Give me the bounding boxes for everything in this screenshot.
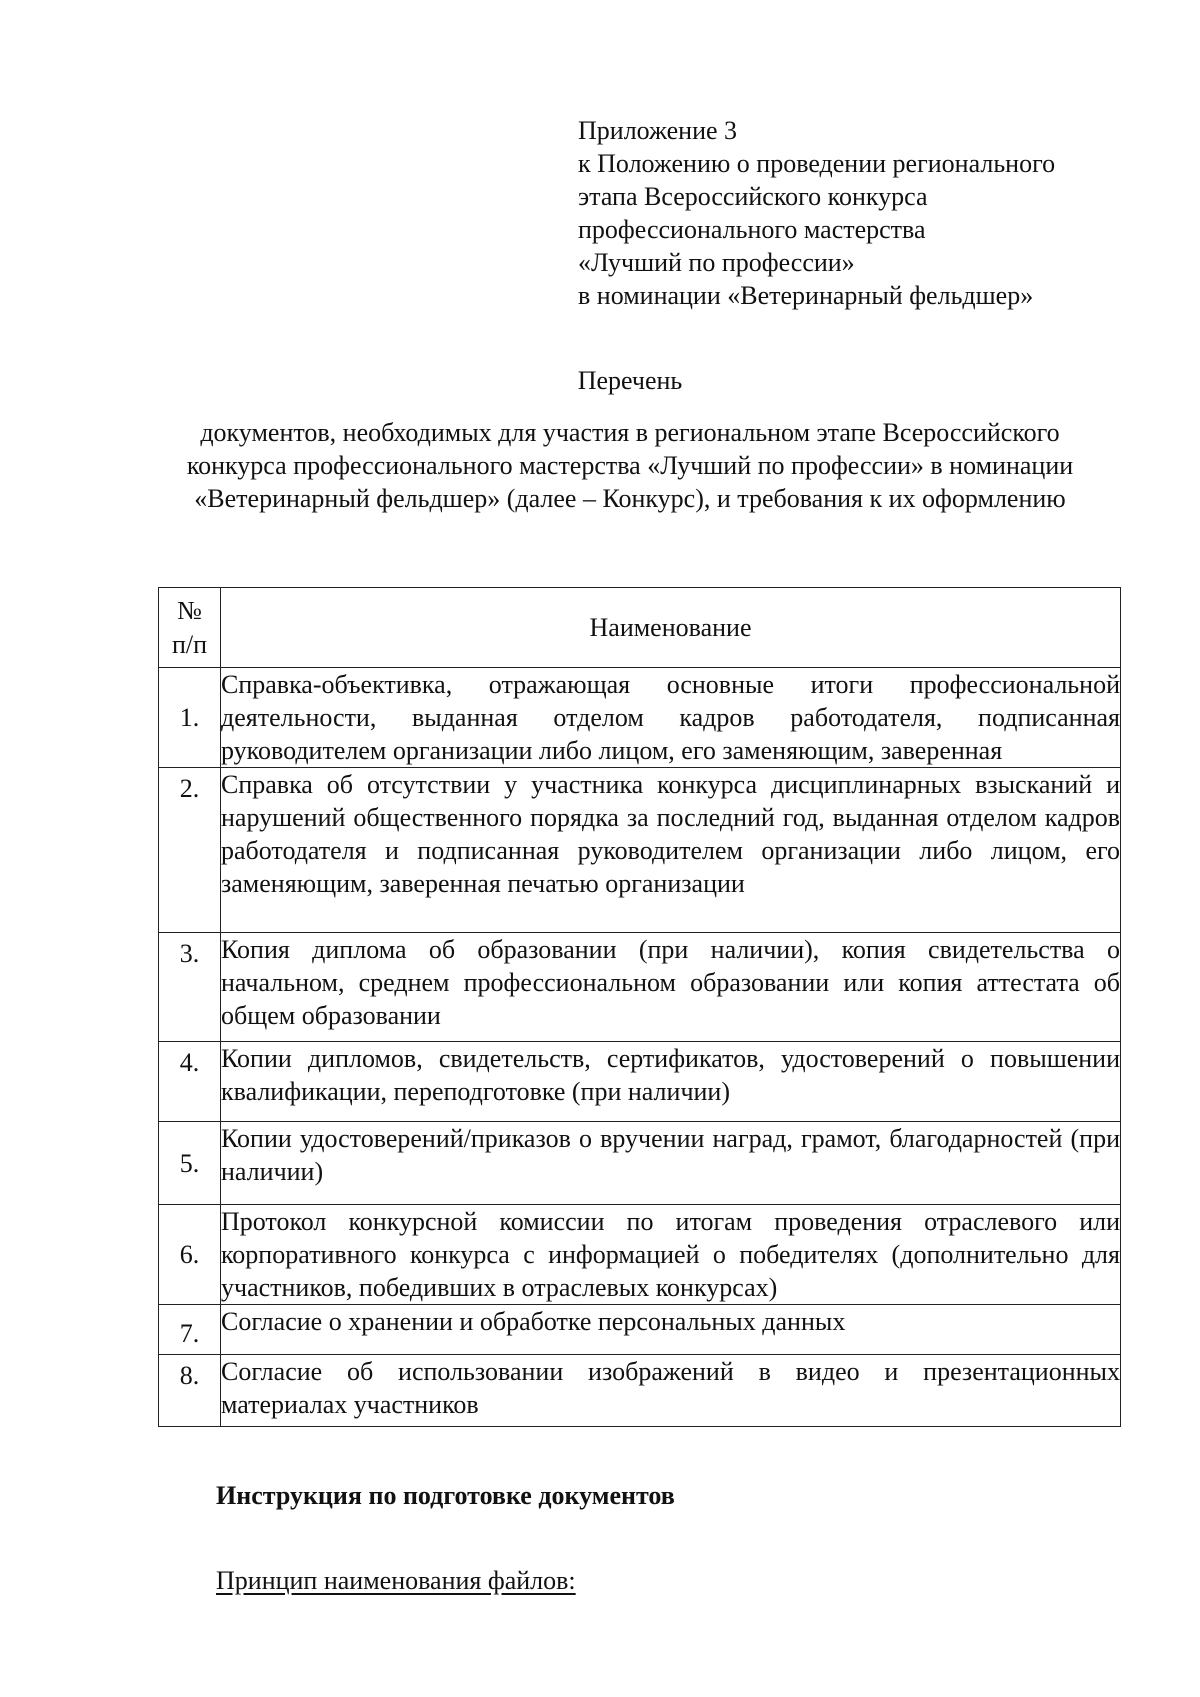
appendix-line: Приложение 3 [578, 116, 738, 145]
row-text: Согласие о хранении и обработке персональных данных [221, 1305, 1121, 1355]
appendix-line: в номинации «Ветеринарный фельдшер» [578, 281, 1034, 310]
row-text: Согласие об использовании изображений в видео и презентационных материалах участников [221, 1355, 1121, 1427]
row-text: Копия диплома об образовании (при наличии), копия свидетельства о начальном, среднем профессиональном образовании или копия аттестата об общем образовании [221, 933, 1121, 1042]
appendix-line: к Положению о проведении регионального [578, 149, 1056, 178]
table-row [159, 768, 1121, 933]
name-column-header: Наименование [221, 588, 1121, 668]
row-number: 6. [159, 1205, 221, 1305]
row-number: 3. [159, 933, 221, 1042]
row-number: 4. [159, 1042, 221, 1122]
list-title: Перечень [577, 366, 683, 395]
row-text: Копии дипломов, свидетельств, сертификатов, удостоверений о повышении квалификации, переподготовке (при наличии) [221, 1042, 1121, 1122]
subtitle-line: «Ветеринарный фельдшер» (далее – Конкурс), и требования к их оформлению [194, 484, 1066, 513]
table-row [159, 668, 1121, 768]
row-text: Копии удостоверений/приказов о вручении наград, грамот, благодарностей (при наличии) [221, 1122, 1121, 1205]
row-text: Справка об отсутствии у участника конкурса дисциплинарных взысканий и нарушений общественного порядка за последний год, выданная отделом кадров работодателя и подписанная руководителем организации либо лицом, его заменяющим, заверенная печатью организации [221, 768, 1121, 933]
table-row [159, 1205, 1121, 1305]
table-row [159, 1355, 1121, 1427]
subtitle-line: документов, необходимых для участия в региональном этапе Всероссийского [200, 418, 1060, 447]
table-row [159, 1122, 1121, 1205]
table-row [159, 1305, 1121, 1355]
appendix-line: этапа Всероссийского конкурса [578, 182, 928, 211]
number-header-line2: п/п [171, 629, 208, 659]
table-row [159, 933, 1121, 1042]
row-number: 7. [159, 1305, 221, 1355]
documents-table [158, 587, 1121, 1427]
number-column-header [159, 588, 221, 668]
row-text: Справка-объективка, отражающая основные итоги профессиональной деятельности, выданная отделом кадров работодателя, подписанная руководителем организации либо лицом, его заменяющим, заверенная [221, 668, 1121, 768]
row-number: 8. [159, 1355, 221, 1427]
table-header-row [159, 588, 1121, 668]
appendix-line: профессионального мастерства [578, 215, 926, 244]
number-header-line1: № [177, 595, 202, 625]
table-row [159, 1042, 1121, 1122]
file-naming-principle: Принцип наименования файлов: [216, 1566, 576, 1595]
instruction-title: Инструкция по подготовке документов [216, 1481, 675, 1510]
row-number: 1. [159, 668, 221, 768]
list-subtitle [140, 416, 1120, 515]
appendix-line: «Лучший по профессии» [578, 248, 855, 277]
subtitle-line: конкурса профессионального мастерства «Лучший по профессии» в номинации [186, 451, 1074, 480]
row-number: 5. [159, 1122, 221, 1205]
appendix-header [578, 114, 1138, 312]
row-number: 2. [159, 768, 221, 933]
row-text: Протокол конкурсной комиссии по итогам проведения отраслевого или корпоративного конкурса с информацией о победителях (дополнительно для участников, победивших в отраслевых конкурсах) [221, 1205, 1121, 1305]
